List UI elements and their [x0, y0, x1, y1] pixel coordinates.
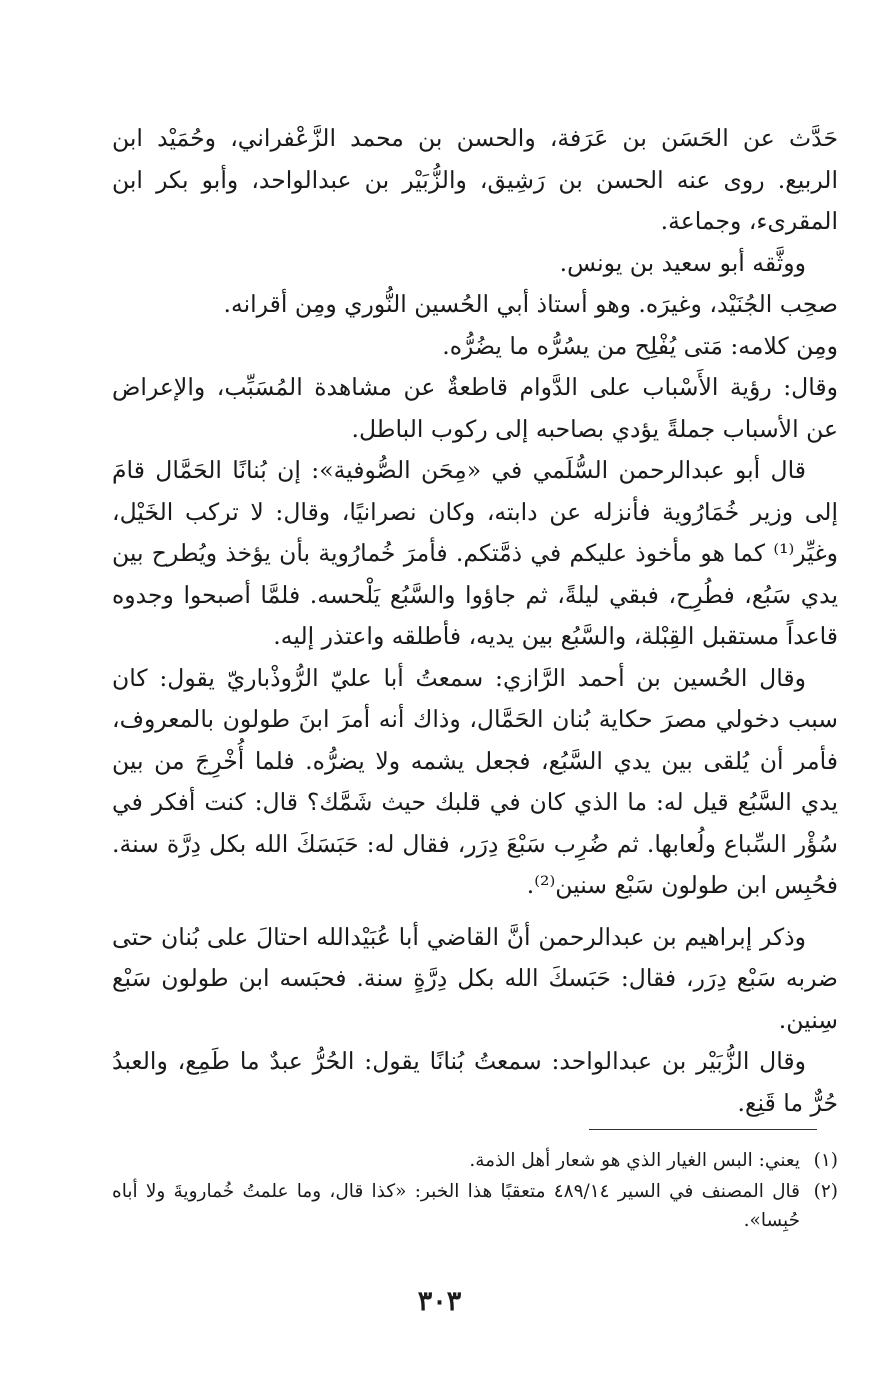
main-text: [112, 118, 838, 1124]
paragraph-sulami-account: قال أبو عبدالرحمن السُّلَمي في «مِحَن الصُّوفية»: إن بُنانًا الحَمَّال قامَ إلى وزير خُمَارُوية فأنزله عن دابته، وكان نصرانيًا، وقال: لا تركب الخَيْل، وغيِّر⁽¹⁾ كما هو مأخوذ عليكم في ذمَّتكم. فأمرَ خُمارُوية بأن يؤخذ ويُطرح بين يدي سَبُع، فطُرِح، فبقي ليلةً، ثم جاؤوا والسَّبُع يَلْحسه. فلمَّا أصبحوا وجدوه قاعداً مستقبل القِبْلة، والسَّبُع بين يديه، فأطلقه واعتذر إليه.: [112, 456, 838, 650]
footnotes: [112, 1146, 838, 1237]
footnote-separator: [589, 1129, 817, 1130]
page-number: ٣٠٣: [417, 1286, 462, 1317]
paragraph-zubayr-saying: وقال الزُّبَيْر بن عبدالواحد: سمعتُ بُنانًا يقول: الحُرُّ عبدٌ ما طَمِع، والعبدُ حُرٌّ ما قَنِع.: [112, 1047, 838, 1117]
footnote-text: يعني: البس الغيار الذي هو شعار أهل الذمة.: [469, 1150, 800, 1171]
footnote-text: قال المصنف في السير ٤٨٩/١٤ متعقبًا هذا الخبر: «كذا قال، وما علمتُ خُمارويةَ ولا أباه حُبِسا».: [112, 1181, 800, 1231]
footnote-number: (١): [813, 1150, 838, 1171]
paragraph-ibrahim-account: وذكر إبراهيم بن عبدالرحمن أنَّ القاضي أبا عُبَيْدالله احتالَ على بُنان حتى ضربه سَبْع دِرَر، فقال: حَبَسكَ الله بكل دِرَّةٍ سنة. فحبَسه ابن طولون سَبْع سِنين.: [112, 922, 838, 1034]
paragraph-biography: حَدَّث عن الحَسَن بن عَرَفة، والحسن بن محمد الزَّعْفراني، وحُمَيْد ابن الربيع. روى عنه الحسن بن رَشِيق، والزُّبَيْر بن عبدالواحد، وأبو بكر ابن المقرىء، وجماعة.: [112, 124, 838, 235]
paragraph-trustworthiness: ووثَّقه أبو سعيد بن يونس.: [559, 248, 806, 277]
footnote-item: [112, 1177, 838, 1235]
footnote-item: [112, 1146, 838, 1175]
paragraph-razi-account: وقال الحُسين بن أحمد الرَّازي: سمعتُ أبا عليّ الرُّوذْباريّ يقول: كان سبب دخولي مصرَ حكاية بُنان الحَمَّال، وذاك أنه أمرَ ابنَ طولون بالمعروف، فأمر أن يُلقى بين يدي السَّبُع، فجعل يشمه ولا يضرُّه. فلما أُخْرِجَ من بين يدي السَّبُع قيل له: ما الذي كان في قلبك حيث شَمَّك؟ قال: كنت أفكر في سُؤْر السِّباع ولُعابها. ثم ضُرِب سَبْعَ دِرَر، فقال له: حَبَسَكَ الله بكل دِرَّة سنة. فحُبِس ابن طولون سَبْع سنين⁽²⁾.: [112, 663, 838, 899]
paragraph-causes: وقال: رؤية الأَسْباب على الدَّوام قاطعةٌ عن مشاهدة المُسَبِّب، والإعراض عن الأسباب جملةً يؤدي بصاحبه إلى ركوب الباطل.: [112, 373, 838, 443]
paragraph-companionship: صحِب الجُنَيْد، وغيرَه. وهو أستاذ أبي الحُسين النُّوري ومِن أقرانه.: [223, 290, 838, 318]
paragraph-saying: ومِن كلامه: مَتى يُفْلِح من يسُرُّه ما يضُرُّه.: [442, 331, 838, 360]
footnote-number: (٢): [813, 1181, 838, 1202]
